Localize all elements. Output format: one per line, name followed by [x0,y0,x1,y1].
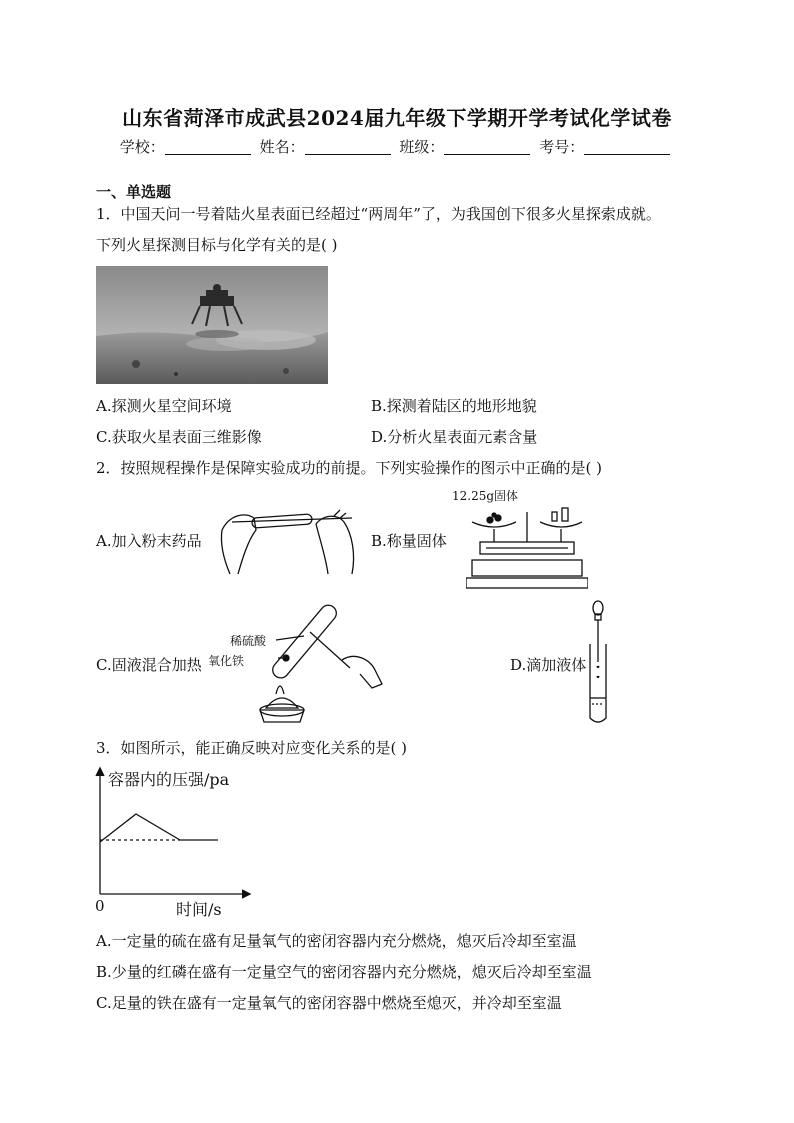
dropper-tube-figure [586,600,610,726]
name-label: 姓名： [259,138,305,156]
graph-origin: 0 [95,897,105,915]
q2-option-d[interactable]: D.滴加液体 [510,656,587,674]
q2-stem: 2．按照规程操作是保障实验成功的前提。下列实验操作的图示中正确的是( ) [96,459,603,477]
graph-y-label: 容器内的压强/pa [108,770,230,789]
heating-setup-figure [250,602,386,724]
dilute-acid-label: 稀硫酸 [230,634,267,648]
number-blank[interactable] [584,140,670,155]
q3-option-b[interactable]: B.少量的红磷在盛有一定量空气的密闭容器内充分燃烧，熄灭后冷却至室温 [96,963,592,981]
q3-stem: 3．如图所示，能正确反映对应变化关系的是( ) [96,739,408,757]
q1-option-c[interactable]: C.获取火星表面三维影像 [96,428,262,446]
q2-option-c[interactable]: C.固液混合加热 [96,656,202,674]
q2-option-b[interactable]: B.称量固体 [371,532,447,550]
q1-option-d[interactable]: D.分析火星表面元素含量 [371,428,538,446]
school-label: 学校： [119,138,165,156]
q1-stem-line1: 1．中国天问一号着陆火星表面已经超过“两周年”了，为我国创下很多火星探索成就。 [96,205,661,223]
section-heading: 一、单选题 [96,183,172,201]
q3-option-c[interactable]: C.足量的铁在盛有一定量氧气的密闭容器中燃烧至熄灭，并冷却至室温 [96,994,562,1012]
powder-adding-figure [212,500,362,576]
balance-figure [466,502,588,592]
student-info-line [0,136,794,157]
q1-option-b[interactable]: B.探测着陆区的地形地貌 [371,397,537,415]
class-blank[interactable] [444,140,530,155]
q1-stem-line2: 下列火星探测目标与化学有关的是( ) [96,236,338,254]
number-label: 考号： [539,138,585,156]
balance-label: 12.25g固体 [452,489,519,503]
graph-x-label: 时间/s [176,900,222,919]
school-blank[interactable] [165,140,251,155]
name-blank[interactable] [305,140,391,155]
page-title: 山东省菏泽市成武县2024届九年级下学期开学考试化学试卷 [122,106,672,130]
q2-option-a[interactable]: A.加入粉末药品 [96,532,202,550]
q3-option-a[interactable]: A.一定量的硫在盛有足量氧气的密闭容器内充分燃烧，熄灭后冷却至室温 [96,932,577,950]
iron-oxide-label: 氧化铁 [208,654,245,668]
q1-option-a[interactable]: A.探测火星空间环境 [96,397,232,415]
mars-lander-photo [96,266,328,384]
class-label: 班级： [399,138,445,156]
